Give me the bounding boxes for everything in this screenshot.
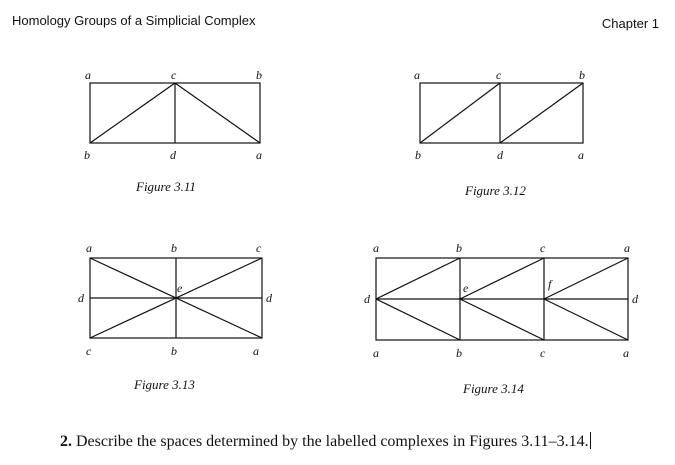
fig312-edge-cb — [420, 83, 500, 143]
vertex-label: a — [414, 68, 420, 82]
vertex-label: c — [540, 241, 546, 255]
vertex-label: d — [632, 292, 638, 306]
vertex-label: b — [84, 148, 90, 162]
vertex-label: d — [364, 292, 370, 306]
figure-caption: Figure 3.13 — [134, 377, 195, 392]
vertex-label: d — [170, 148, 176, 162]
vertex-label: b — [171, 344, 177, 358]
vertex-label: a — [373, 241, 379, 255]
fig314-edge-e-c2 — [460, 299, 544, 340]
fig314-edge-e-c — [460, 258, 544, 299]
vertex-label: c — [256, 241, 262, 255]
fig312-edge-bd — [500, 83, 583, 143]
figure-3-14 — [364, 241, 639, 396]
vertex-label: a — [624, 241, 630, 255]
vertex-label: b — [256, 68, 262, 82]
text-cursor — [590, 432, 591, 449]
vertex-label: e — [177, 281, 183, 295]
running-header-chapter: Chapter 1 — [601, 16, 659, 31]
vertex-label: d — [266, 291, 272, 305]
vertex-label: a — [256, 148, 262, 162]
exercise-2 — [60, 432, 591, 451]
fig311-edge-ca — [175, 83, 260, 143]
vertex-label: b — [415, 148, 421, 162]
exercise-text: Describe the spaces determined by the labelled complexes in Figures 3.11–3.14. — [76, 433, 589, 450]
figure-3-11 — [84, 68, 262, 194]
vertex-label: a — [253, 344, 259, 358]
vertex-label: c — [171, 68, 177, 82]
vertex-label: e — [463, 281, 469, 295]
vertex-label: b — [456, 241, 462, 255]
vertex-label: a — [578, 148, 584, 162]
vertex-label: c — [496, 68, 502, 82]
fig311-edge-cb — [90, 83, 175, 143]
figure-caption: Figure 3.14 — [463, 381, 524, 396]
vertex-label: b — [579, 68, 585, 82]
vertex-label: a — [86, 241, 92, 255]
vertex-label: a — [85, 68, 91, 82]
vertex-label: d — [78, 291, 84, 305]
vertex-label: f — [548, 277, 552, 291]
vertex-label: c — [540, 346, 546, 360]
vertex-label: c — [86, 344, 92, 358]
fig314-edge-d-b — [376, 258, 460, 299]
vertex-label: a — [623, 346, 629, 360]
figure-caption: Figure 3.12 — [465, 183, 526, 198]
vertex-label: a — [373, 346, 379, 360]
fig314-edge-f-a2 — [544, 299, 628, 340]
fig314-edge-f-a — [544, 258, 628, 299]
vertex-label: d — [497, 148, 503, 162]
exercise-number: 2. — [60, 433, 72, 450]
vertex-label: b — [171, 241, 177, 255]
fig312-border — [420, 83, 583, 143]
vertex-label: b — [456, 346, 462, 360]
figure-caption: Figure 3.11 — [136, 179, 196, 194]
figure-3-12 — [414, 68, 585, 198]
running-header-title: Homology Groups of a Simplicial Complex — [12, 13, 256, 28]
fig314-edge-d-b2 — [376, 299, 460, 340]
figure-3-13 — [78, 241, 273, 392]
